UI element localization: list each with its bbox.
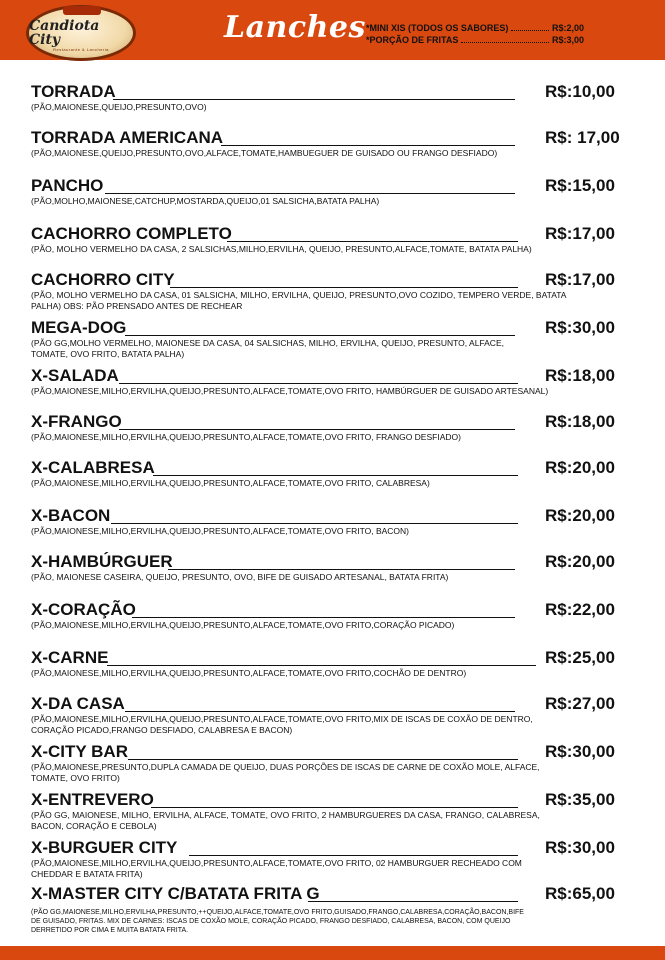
item-price: R$:30,00 [545,742,615,761]
item-price: R$:22,00 [545,600,615,619]
item-description: (PÃO,MAIONESE,MILHO,ERVILHA,QUEIJO,PRESUNTO,ALFACE,TOMATE,OVO FRITO, FRANGO DESFIADO) [31,432,461,442]
item-description: (PÃO,MAIONESE,MILHO,ERVILHA,QUEIJO,PRESUNTO,ALFACE,TOMATE,OVO FRITO,CORAÇÃO PICADO) [31,620,455,630]
item-description: (PÃO GG,MAIONESE,MILHO,ERVILHA,PRESUNTO,++QUEIJO,ALFACE,TOMATE,OVO FRITO,GUISADO,FRANGO,CALABRESA,CORAÇÃO,BACON,BIFE DE GUISADO, FRITAS. MIX DE CARNES: ISCAS DE COXÃO MOLE, CORAÇÃO PICADO, FRANGO DESFIADO, CALABRESA, BACON, COM QUEIJO DERRETIDO POR CIMA E MUITA BATATA FRITA. [31,909,524,934]
item-price: R$:18,00 [545,412,615,431]
item-price: R$:17,00 [545,224,615,243]
extra-price: R$:2,00 [551,23,584,33]
item-name: TORRADA [31,82,116,101]
item-description: (PÃO GG,MOLHO VERMELHO, MAIONESE DA CASA, 04 SALSICHAS, MILHO, ERVILHA, QUEIJO, PRESUNTO, ALFACE, TOMATE, OVO FRITO, BATATA PALHA) [31,338,504,359]
item-price: R$:35,00 [545,790,615,809]
header-bar [0,0,665,60]
item-name: X-BACON [31,506,111,525]
item-price: R$:10,00 [545,82,615,101]
restaurant-logo [26,5,136,61]
item-description: (PÃO,MAIONESE,MILHO,ERVILHA,QUEIJO,PRESUNTO,ALFACE,TOMATE,OVO FRITO, CALABRESA) [31,478,430,488]
item-price: R$:20,00 [545,506,615,525]
leader-line [105,193,515,194]
leader-line [221,145,515,146]
leader-line [107,665,536,666]
extra-price: R$:3,00 [551,35,584,45]
item-description: (PÃO, MOLHO VERMELHO DA CASA, 2 SALSICHAS,MILHO,ERVILHA, QUEIJO, PRESUNTO,ALFACE,TOMATE, BATATA PALHA) [31,244,532,254]
leader-line [308,901,518,902]
leader-line [113,99,515,100]
item-description: (PÃO,MAIONESE,MILHO,ERVILHA,QUEIJO,PRESUNTO,ALFACE,TOMATE,OVO FRITO, BACON) [31,526,410,536]
item-description: (PÃO,MAIONESE,MILHO,ERVILHA,QUEIJO,PRESUNTO,ALFACE,TOMATE,OVO FRITO,MIX DE ISCAS DE COXÃO DE DENTRO, CORAÇÃO PICADO,FRANGO DESFIADO, CALABRESA E BACON) [31,714,533,735]
item-description: (PÃO, MAIONESE CASEIRA, QUEIJO, PRESUNTO, OVO, BIFE DE GUISADO ARTESANAL, BATATA FRITA) [31,572,449,582]
item-name: X-HAMBÚRGUER [31,552,173,571]
item-description: (PÃO,MAIONESE,PRESUNTO,DUPLA CAMADA DE QUEIJO, DUAS PORÇÕES DE ISCAS DE CARNE DE COXÃO MOLE, ALFACE, TOMATE, OVO FRITO) [31,762,540,783]
leader-line [151,807,518,808]
item-price: R$:20,00 [545,458,615,477]
leader-line [170,287,518,288]
item-description: (PÃO GG, MAIONESE, MILHO, ERVILHA, ALFACE, TOMATE, OVO FRITO, 2 HAMBURGUERES DA CASA, FRANGO, CALABRESA, BACON, CORAÇÃO E CEBOLA) [31,810,540,831]
item-price: R$:30,00 [545,838,615,857]
leader-line [168,569,515,570]
item-name: X-CITY BAR [31,742,128,761]
leader-line [153,475,518,476]
item-price: R$:65,00 [545,884,615,903]
item-name: X-SALADA [31,366,119,385]
item-name: X-DA CASA [31,694,125,713]
leader-line [111,523,518,524]
item-price: R$:20,00 [545,552,615,571]
extra-label: *PORÇÃO DE FRITAS [366,35,459,45]
leader-dots [511,22,549,31]
item-name: X-ENTREVERO [31,790,154,809]
leader-line [125,711,515,712]
item-name: CACHORRO COMPLETO [31,224,232,243]
item-description: (PÃO, MOLHO VERMELHO DA CASA, 01 SALSICHA, MILHO, ERVILHA, QUEIJO, PRESUNTO,OVO COZIDO, TEMPERO VERDE, BATATA PALHA) OBS: PÃO PRENSADO ANTES DE RECHEAR [31,290,566,311]
footer-bar [0,946,665,960]
logo-ribbon [63,6,101,15]
item-name: CACHORRO CITY [31,270,175,289]
logo-text: Candiota City [29,17,100,48]
leader-dots [461,34,549,43]
item-description: (PÃO,MAIONESE,MILHO,ERVILHA,QUEIJO,PRESUNTO,ALFACE,TOMATE,OVO FRITO, HAMBÚRGUER DE GUISADO ARTESANAL) [31,386,549,396]
item-price: R$:15,00 [545,176,615,195]
item-price: R$:17,00 [545,270,615,289]
leader-line [189,855,518,856]
page-title: Lanches [224,10,366,45]
item-name: TORRADA AMERICANA [31,128,224,147]
leader-line [128,759,518,760]
extra-item [366,34,584,46]
item-description: (PÃO,MAIONESE,MILHO,ERVILHA,QUEIJO,PRESUNTO,ALFACE,TOMATE,OVO FRITO, 02 HAMBURGUER RECHEADO COM CHEDDAR E BATATA FRITA) [31,858,522,879]
logo-subtext: Restaurante & Lancheria [53,46,109,52]
leader-line [119,383,518,384]
item-name: X-CALABRESA [31,458,155,477]
item-name: X-CORAÇÃO [31,600,136,619]
leader-line [132,617,515,618]
item-name: X-CARNE [31,648,109,667]
item-price: R$:27,00 [545,694,615,713]
leader-line [125,335,515,336]
item-name: X-MASTER CITY C/BATATA FRITA G [31,884,320,903]
leader-line [227,241,518,242]
extras-list [366,22,584,46]
item-name: X-BURGUER CITY [31,838,178,857]
item-description: (PÃO,MAIONESE,MILHO,ERVILHA,QUEIJO,PRESUNTO,ALFACE,TOMATE,OVO FRITO,COCHÃO DE DENTRO) [31,668,467,678]
item-description: (PÃO,MAIONESE,QUEIJO,PRESUNTO,OVO) [31,102,207,112]
item-description: (PÃO,MAIONESE,QUEIJO,PRESUNTO,OVO,ALFACE,TOMATE,HAMBUEGUER DE GUISADO OU FRANGO DESFIADO) [31,148,498,158]
item-name: MEGA-DOG [31,318,127,337]
leader-line [119,429,515,430]
extra-label: *MINI XIS (TODOS OS SABORES) [366,23,509,33]
item-price: R$:18,00 [545,366,615,385]
item-description: (PÃO,MOLHO,MAIONESE,CATCHUP,MOSTARDA,QUEIJO,01 SALSICHA,BATATA PALHA) [31,196,380,206]
item-name: X-FRANGO [31,412,122,431]
item-name: PANCHO [31,176,104,195]
item-price: R$:25,00 [545,648,615,667]
extra-item [366,22,584,34]
item-price: R$: 17,00 [545,128,620,147]
item-price: R$:30,00 [545,318,615,337]
